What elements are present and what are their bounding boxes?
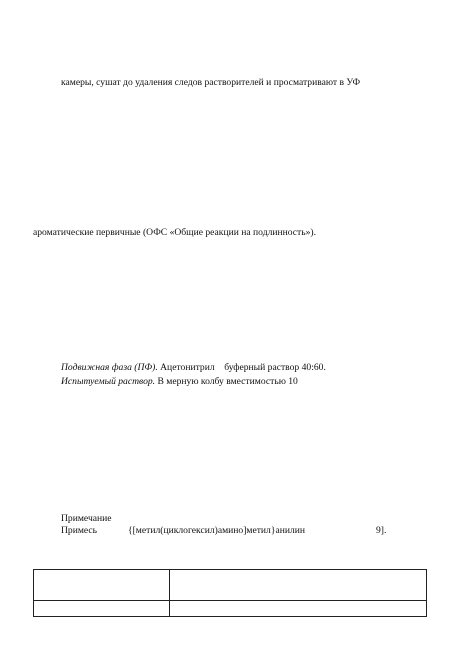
- mobile-phase-text: Ацетонитрил буферный раствор 40:60.: [157, 362, 326, 373]
- note-label: Примечание: [61, 513, 112, 524]
- test-solution-text: В мерную колбу вместимостью 10: [155, 376, 298, 387]
- test-solution-label: Испытуемый раствор.: [61, 376, 156, 387]
- test-solution-paragraph: [61, 376, 298, 387]
- text-line-aromatic: ароматические первичные (ОФС «Общие реакции на подлинность»).: [33, 227, 317, 238]
- mobile-phase-label: Подвижная фаза (ПФ).: [61, 362, 158, 373]
- impurity-name: {[метил(циклогексил)амино]метил}анилин: [128, 525, 306, 536]
- text-line-camera: камеры, сушат до удаления следов растворителей и просматривают в УФ: [61, 77, 361, 88]
- impurity-label: Примесь: [61, 525, 98, 536]
- mobile-phase-paragraph: [61, 362, 326, 373]
- table-row-divider: [34, 600, 426, 601]
- data-table: [33, 569, 427, 617]
- impurity-ref: 9].: [376, 525, 387, 536]
- table-column-divider: [169, 570, 170, 616]
